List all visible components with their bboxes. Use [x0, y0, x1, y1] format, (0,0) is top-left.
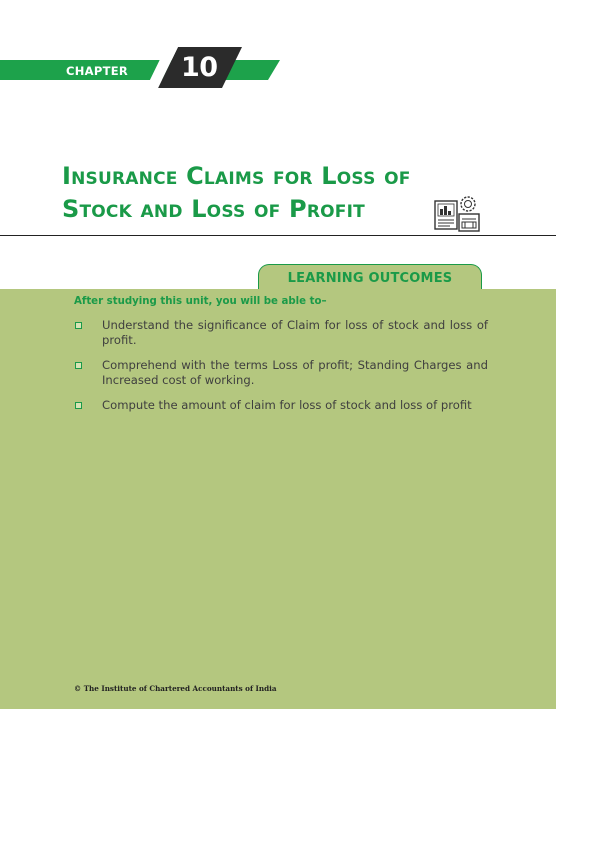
learning-outcomes-list: [74, 318, 488, 423]
list-item: [74, 358, 488, 388]
list-item-text: Compute the amount of claim for loss of stock and loss of profit: [102, 398, 472, 412]
title-divider: [0, 235, 556, 236]
chapter-banner: [0, 0, 595, 100]
checkbox-bullet-icon: [75, 362, 82, 369]
list-item: [74, 398, 488, 413]
chapter-title-line-2: Stock and Loss of Profit: [62, 195, 365, 223]
list-item: [74, 318, 488, 348]
list-item-text: Comprehend with the terms Loss of profit; Standing Charges and Increased cost of working.: [102, 358, 488, 387]
list-item-text: Understand the significance of Claim for loss of stock and loss of profit.: [102, 318, 488, 347]
checkbox-bullet-icon: [75, 402, 82, 409]
learning-outcomes-intro: After studying this unit, you will be able to–: [74, 296, 327, 307]
document-chart-gear-icon: [432, 193, 504, 235]
chapter-number: 10: [181, 52, 218, 83]
copyright-notice: © The Institute of Chartered Accountants of India: [74, 684, 277, 693]
learning-outcomes-heading: LEARNING OUTCOMES: [258, 264, 482, 290]
checkbox-bullet-icon: [75, 322, 82, 329]
chapter-title-line-1: Insurance Claims for Loss of: [62, 162, 411, 190]
chapter-label: CHAPTER: [66, 64, 129, 78]
